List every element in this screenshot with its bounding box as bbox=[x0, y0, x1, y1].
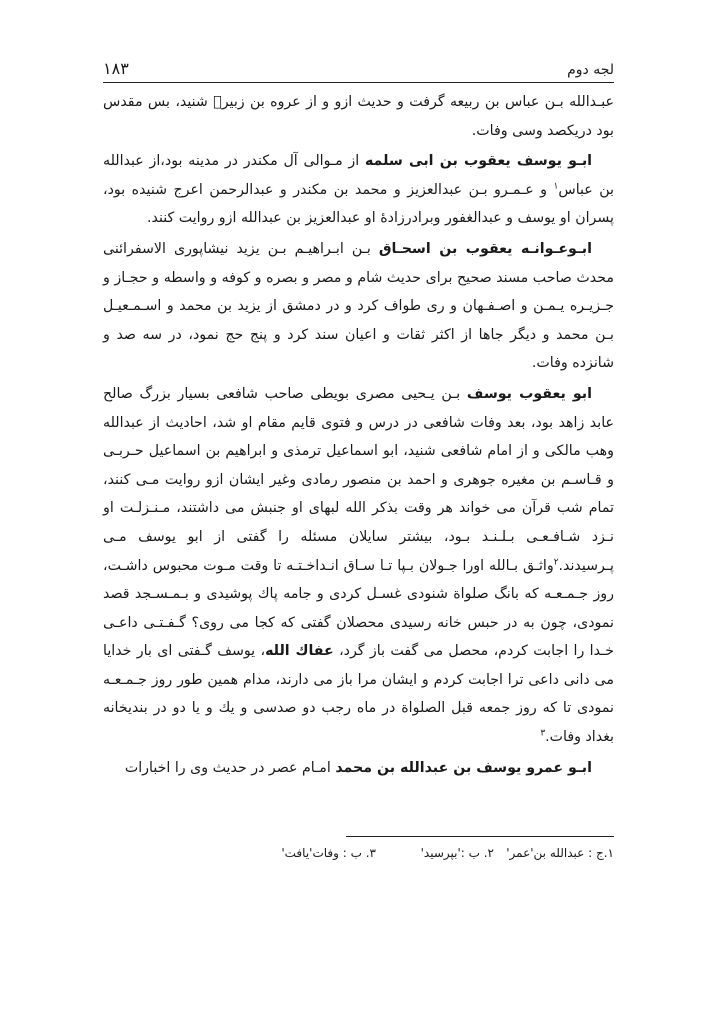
paragraph bbox=[103, 380, 614, 752]
paragraph bbox=[103, 88, 614, 145]
footnotes bbox=[103, 846, 614, 860]
entry-heading: ابو یعقوب یوسف bbox=[466, 385, 593, 402]
paragraph-text: و عـمـرو بـن عبدالعزیز و محمد بن مکندر و عبدالرحمن اعرج شنیده بود، پسران او یوسف و عبدالغفور وبرادرزادهٔ او عبدالعزیز بن عبدالله ازو روایت کنند. bbox=[103, 181, 614, 227]
entry-heading: ابـو عمرو یوسف بن عبدالله بن محمد bbox=[335, 759, 592, 776]
footnote-3: ۳. ب : وفات'یافت' bbox=[281, 846, 376, 860]
paragraph-text: امـام عصر در حدیث وی را اخبارات bbox=[124, 759, 336, 776]
paragraph-text: بـن یـحیی مصری بویطی صاحب شافعی بسیار بزرگ صالح عابد زاهد بود، بعد وفات شافعی در درس و فتوی قایم مقام او شد، احادیث از عبدالله وهب مالکی و از امام شافعی شنید، ابو اسماعیل ترمذی و ابراهیم بن اسماعیل حـربـی و قـاسـم بن مغیره جوهری و احمد بن منصور رمادی وغیر ایشان ازو روایت مـی کنند، تمام شب قرآن می خواند هر وقت بذکر الله لبهای او جنبش می داشتند، مـنـزلـت او نـزد شـافـعـی بـلـنـد بـود، بیشتر سایلان مسئله را گفتی از ابو یوسف مـی پـرسیدند. bbox=[103, 385, 614, 574]
entry-heading: ابـو یوسف یعقوب بن ابی سلمه bbox=[364, 153, 593, 170]
footnote-rule bbox=[346, 836, 614, 837]
entry-heading: ابـوعـوانـه یعقوب بن اسحـاق bbox=[378, 240, 592, 257]
paragraph-text: بـن ابـراهیـم بـن یزید نیشاپوری الاسفرائنی محدث صاحب مسند صحیح برای حدیث شام و مصر و بصره و کوفه و واسطه و حجـاز و جـزیـره یـمـن و اصـفـهان و ری طواف کرد و در دمشق از یزید بن محمد و اسـمـعیـل بـن محمد و دیگر جاها از اکثر ثقات و اعیان سند کرد و پنج حج نمود، در سه صد و شانزده وفات. bbox=[103, 240, 614, 372]
footnote-1: ۱.ج : عبدالله بن'عمر' bbox=[506, 846, 614, 860]
footnote-marker: ۱ bbox=[553, 181, 559, 192]
running-title: لجه دوم bbox=[567, 62, 614, 78]
footnote-2: ۲. ب :'بپرسید' bbox=[420, 846, 494, 860]
paragraph bbox=[103, 235, 614, 378]
paragraph-text: از مـوالی آل مکندر در مدینه بود،از عبدالله بن عباس bbox=[103, 153, 615, 198]
paragraph-text: واثـق بـالله اورا جـولان بـپا تـا سـاق انـداخـتـه تا وقت مـوت محبوس داشـت، روز جـمـعـه که بانگ صلواة شنودی غسـل کردی و جامه پاك پوشیدی و بـمـسـجد قصد نمودی، چون به در حبس خانه رسیدی محصلان گفتی که کجا می روی؟ گـفـتـی داعـی خـدا را اجابت کردم، محصل می گفت باز گرد، bbox=[103, 557, 614, 660]
header-rule bbox=[103, 82, 614, 83]
paragraph bbox=[103, 754, 614, 783]
paragraph-text: عبـدالله بـن عباس بن ربیعه گرفت و حدیث ازو و از عروه بن زبیرؓ شنید، بس مقدس بود دریکصد وسی وفات. bbox=[103, 94, 614, 139]
paragraph bbox=[103, 147, 614, 233]
footnote-marker: ۳ bbox=[540, 728, 546, 739]
entry-heading: عفاك الله bbox=[265, 643, 334, 660]
body-text bbox=[103, 88, 614, 784]
footnote-marker: ۲ bbox=[553, 556, 559, 567]
paragraph-text: ، یوسف گـفتی ای بار خدایا می دانی داعی ترا اجابت کردم و ایشان مرا باز می دارند، مدام همین طور روز جـمـعـه نمودی تا که روز جمعه قبل الصلواة در ماه رجب دو صدسی و یك و یا دو در بندیخانه بغداد وفات. bbox=[103, 643, 614, 746]
page-number: ۱۸۳ bbox=[103, 59, 129, 78]
page-header bbox=[103, 52, 614, 78]
